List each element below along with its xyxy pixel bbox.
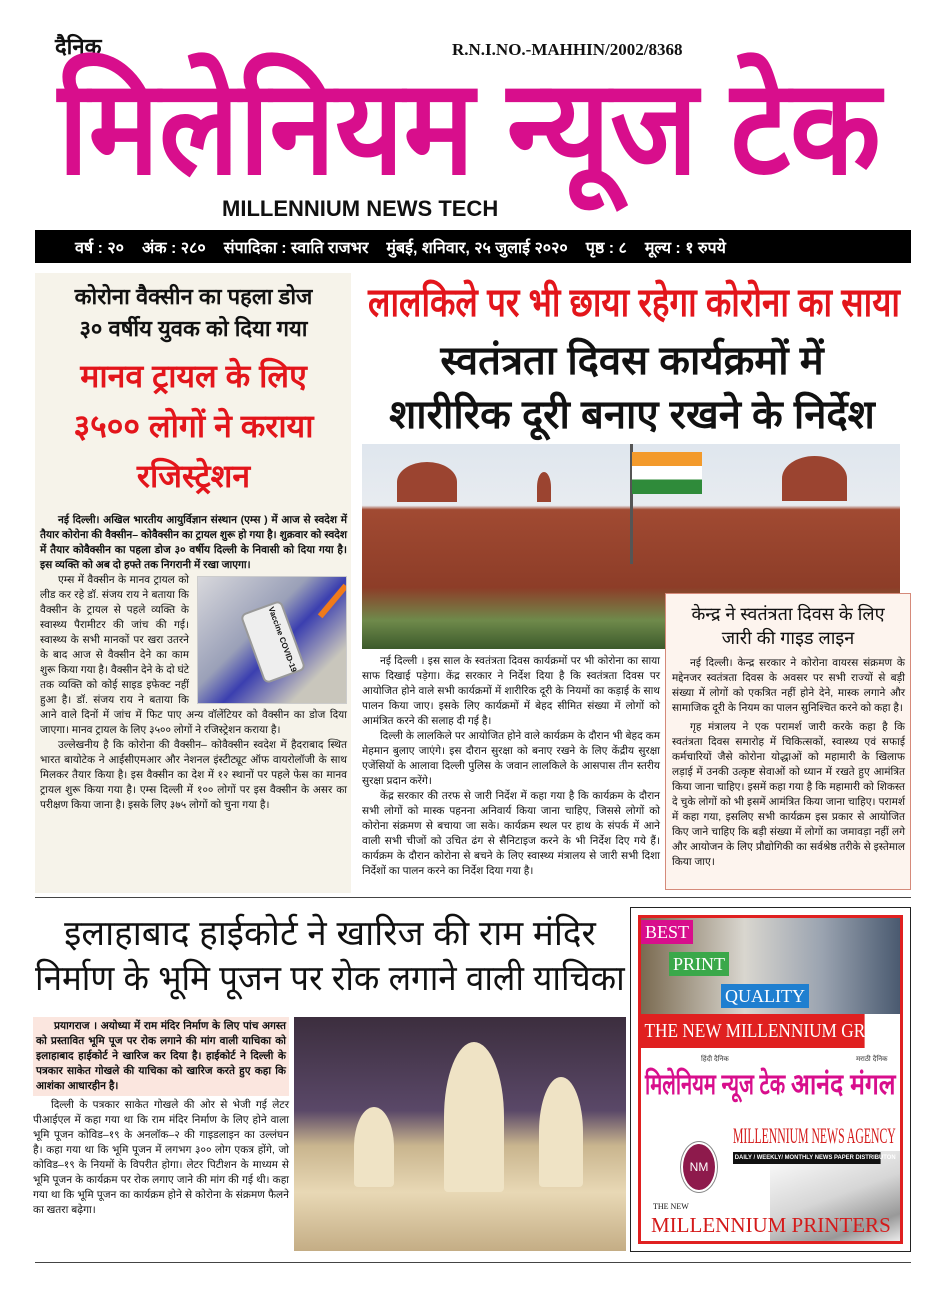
vaccine-story-body [40, 513, 347, 813]
newspaper-title-english: MILLENNIUM NEWS TECH [222, 196, 499, 221]
ram-mandir-story-body [33, 1017, 289, 1218]
bottom-rule [35, 1262, 911, 1263]
ad-print: PRINT [669, 952, 729, 976]
headline-line-1: कोरोना वैक्सीन का पहला डोज [74, 284, 313, 309]
newspaper-title: मिलेनियम न्यूज टेक [58, 54, 881, 202]
red-fort-story-body [362, 654, 660, 879]
box-headline-2: जारी की गाइड लाइन [721, 628, 855, 648]
paragraph: केंद्र सरकार की तरफ से जारी निर्देश में कहा गया है कि कार्यक्रम के दौरान सभी लोगों को मास्क पहनना अनिवार्य किया जाना चाहिए, जिससे लोगों को कोरोना संक्रमण से बचाया जा सके। कार्यक्रम स्थल पर हाथ के संपर्क में आने वाली सभी चीजों को उचित ढंग से सैनिटाइज करने के भी निर्देश दिए गये हैं। कार्यक्रम के दौरान कोरोना से बचने के लिए स्वास्थ्य मंत्रालय से जारी सभी दिशा निर्देशों का पालन करने का निर्देश दिया गया है। [362, 790, 660, 877]
main-subheadline-2: शारीरिक दूरी बनाए रखने के निर्देश [389, 393, 875, 437]
dateline: मुंबई, शनिवार, २५ जुलाई २०२० [386, 239, 568, 257]
printers-logo: NM [681, 1142, 717, 1192]
paragraph: गृह मंत्रालय ने एक परामर्श जारी करके कहा है कि स्वतंत्रता दिवस समारोह में चिकित्सकों, स्वास्थ्य एवं सफाई कर्मचारियों जैसे कोरोना योद्धाओं को महामारी के खिलाफ लड़ाई में उनकी उत्कृष्ट सेवाओं को ध्यान में रखते हुए आमंत्रित किया जाना चाहिए। इसमें कहा गया है कि महामारी को शिकस्त दे चुके लोगों को भी इसमें आमंत्रित किया जाना चाहिए। परामर्श में कहा गया, इसलिए सभी कार्यक्रम इस प्रकार से आयोजित किए जाने चाहिए कि बड़ी संख्या में लोगों का जमावड़ा नहीं लगे और आयोजन के लिए प्रौद्योगिकी का सर्वश्रेष्ठ तरीके से इस्तेमाल किया जाए। [672, 721, 905, 868]
millennium-group-ad [630, 907, 911, 1252]
headline-line-1: इलाहाबाद हाईकोर्ट ने खारिज की राम मंदिर [64, 914, 596, 953]
headline-line-2: निर्माण के भूमि पूजन पर रोक लगाने वाली याचिका [35, 959, 625, 998]
paragraph: नई दिल्ली। केन्द्र सरकार ने कोरोना वायरस संक्रमण के मद्देनजर स्वतंत्रता दिवस के अवसर पर सभी राज्यों से बड़ी संख्या में लोगों को एकत्रित नहीं होने देने, मास्क लगाने और सामाजिक दूरी के नियम का पालन सुनिश्चित करने को कहा है। [672, 657, 905, 714]
paragraph: दिल्ली के पत्रकार साकेत गोखले की ओर से भेजी गई लेटर पीआईएल में कहा गया था कि राम मंदिर निर्माण के लिए होने वाला भूमि पूजन कोविड–१९ के अनलॉक–२ की गाइडलाइन का उल्लंघन है। कहा गया था कि भूमि पूजन में लगभग ३०० लोग एकत्र होंगे, जो कोविड–१९ के नियमों के विपरीत होगा। लेटर पिटीशन के माध्यम से भूमि पूजन के कार्यक्रम पर रोक लगाए जाने की मांग की गई थी। कहा गया था कि भूमि पूजन का कार्यक्रम होने से कोरोना के संक्रमण फैलने का खतरा बढ़ेगा। [33, 1099, 289, 1216]
ad-paper-1: मिलेनियम न्यूज टेक [645, 1069, 786, 1101]
paragraph: एम्स में वैक्सीन के मानव ट्रायल को लीड कर रहे डॉ. संजय राय ने बताया कि वैक्सीन के ट्रायल से पहले व्यक्ति के स्वास्थ्य पैरामीटर की जांच की गई। स्वास्थ्य के सभी मानकों पर खरा उतरने के बाद आज से वैक्सीन देने का काम शुरू किया गया है। वैक्सीन देने के दो घंटे तक व्यक्ति को कोई साइड इफेक्ट नहीं हुआ है। डॉ. संजय राय ने बताया कि आने वाले दिनों में जांच में फिट पाए अन्य वॉलेंटियर को वैक्सीन का डोज दिया जाएगा। मानव ट्रायल के लिए ३५०० लोगों ने रजिस्ट्रेशन कराया है। [40, 574, 347, 736]
vaccine-photo [197, 576, 347, 704]
divider [35, 897, 911, 898]
lead-paragraph: प्रयागराज । अयोध्या में राम मंदिर निर्माण के लिए पांच अगस्त को प्रस्तावित भूमि पूज पर रोक लगाने की मांग वाली याचिका को इलाहाबाद हाईकोर्ट ने खारिज कर दिया है। हाईकोर्ट ने दिल्ली के पत्रकार साकेत गोखले की याचिका को खारिज करते हुए कहा कि आशंका आधारहीन है। [33, 1017, 289, 1096]
masthead-daily-label: दैनिक [55, 34, 102, 59]
ram-mandir-headline [35, 911, 625, 1001]
main-subheadline-1: स्वतंत्रता दिवस कार्यक्रमों में [440, 339, 824, 383]
ad-hindi-daily: हिंदी दैनिक [701, 1056, 729, 1063]
vaccine-vial-label: Vaccine COVID-19 [266, 605, 299, 674]
ad-agency: MILLENNIUM NEWS AGENCY [733, 1123, 896, 1148]
temple-model-photo [294, 1017, 626, 1251]
ad-quality: QUALITY [721, 984, 809, 1008]
red-headline-3: रजिस्ट्रेशन [136, 458, 251, 494]
flag [632, 452, 702, 494]
headline-line-2: ३० वर्षीय युवक को दिया गया [79, 316, 308, 341]
ad-marathi-daily: मराठी दैनिक [856, 1056, 888, 1063]
lead-paragraph: नई दिल्ली। अखिल भारतीय आयुर्विज्ञान संस्थान (एम्स ) में आज से स्वदेश में तैयार कोरोना की वैक्सीन– कोवैक्सीन का ट्रायल शुरू हो गया है। शुक्रवार को स्वदेश में तैयार कोवैक्सीन का पहला डोज ३० वर्षीय दिल्ली के निवासी को दिया गया है। इस व्यक्ति को अब दो हफ्ते तक निगरानी में रखा जाएगा। [40, 514, 347, 571]
year: वर्ष : २० [75, 239, 125, 257]
guideline-box [665, 593, 911, 890]
info-bar [35, 230, 911, 263]
ad-group-name: THE NEW MILLENNIUM GROUP [641, 1014, 865, 1048]
ad-printers: MILLENNIUM PRINTERS [651, 1213, 891, 1237]
issue: अंक : २८० [142, 239, 206, 257]
vaccine-story [35, 273, 351, 893]
ad-the-new: THE NEW [653, 1202, 689, 1211]
ad-distributor: DAILY / WEEKLY/ MONTHLY NEWS PAPER DISTRIBUTON [733, 1152, 881, 1164]
editor: संपादिका : स्वाति राजभर [223, 239, 369, 257]
red-headline-2: ३५०० लोगों ने कराया [73, 408, 314, 444]
rni-number: R.N.I.NO.-MAHHIN/2002/8368 [452, 40, 683, 59]
main-red-headline: लालकिले पर भी छाया रहेगा कोरोना का साया [368, 281, 900, 325]
page-count: पृष्ठ : ८ [585, 239, 627, 257]
box-headline-1: केन्द्र ने स्वतंत्रता दिवस के लिए [691, 604, 885, 624]
ad-paper-2: आनंद मंगल [791, 1069, 896, 1101]
paragraph: नई दिल्ली । इस साल के स्वतंत्रता दिवस कार्यक्रमों पर भी कोरोना का साया साफ दिखाई पड़ेगा। केंद्र सरकार ने निर्देश दिया है कि स्वतंत्रता दिवस पर आयोजित होने वाले सभी कार्यक्रमों में शारीरिक दूरी के नियमों का कड़ाई के साथ पालन किया जाए। इसके लिए कार्यक्रमों में बेहद सीमित संख्या में लोगों को आमंत्रित करने की सलाह दी गई है। [362, 655, 660, 727]
red-headline-1: मानव ट्रायल के लिए [80, 358, 307, 394]
ad-best: BEST [641, 920, 693, 944]
paragraph: दिल्ली के लालकिले पर आयोजित होने वाले कार्यक्रम के दौरान भी बेहद कम मेहमान बुलाए जाएंगे। इस दौरान सुरक्षा को बनाए रखने के लिए केंद्रीय सुरक्षा एजेंसियों के आलावा दिल्ली पुलिस के जवान लालकिले के आसपास तीन स्तरीय सुरक्षा प्रदान करेंगे। [362, 730, 660, 787]
price: मूल्य : १ रुपये [644, 239, 726, 257]
paragraph: उल्लेखनीय है कि कोरोना की वैक्सीन– कोवैक्सीन स्वदेश में हैदराबाद स्थित भारत बायोटेक ने आईसीएमआर और नेशनल इंस्टीट्यूट ऑफ वायरोलॉजी के साथ मिलकर तैयार किया है। इस वैक्सीन का देश में १२ स्थानों पर पहले फेस का मानव ट्रायल शुरू किया गया है। एम्स दिल्ली में १०० लोगों पर इस वैक्सीन के असर का परीक्षण किया जाना है। इसके लिए ३७५ लोगों को चुना गया है। [40, 739, 347, 811]
